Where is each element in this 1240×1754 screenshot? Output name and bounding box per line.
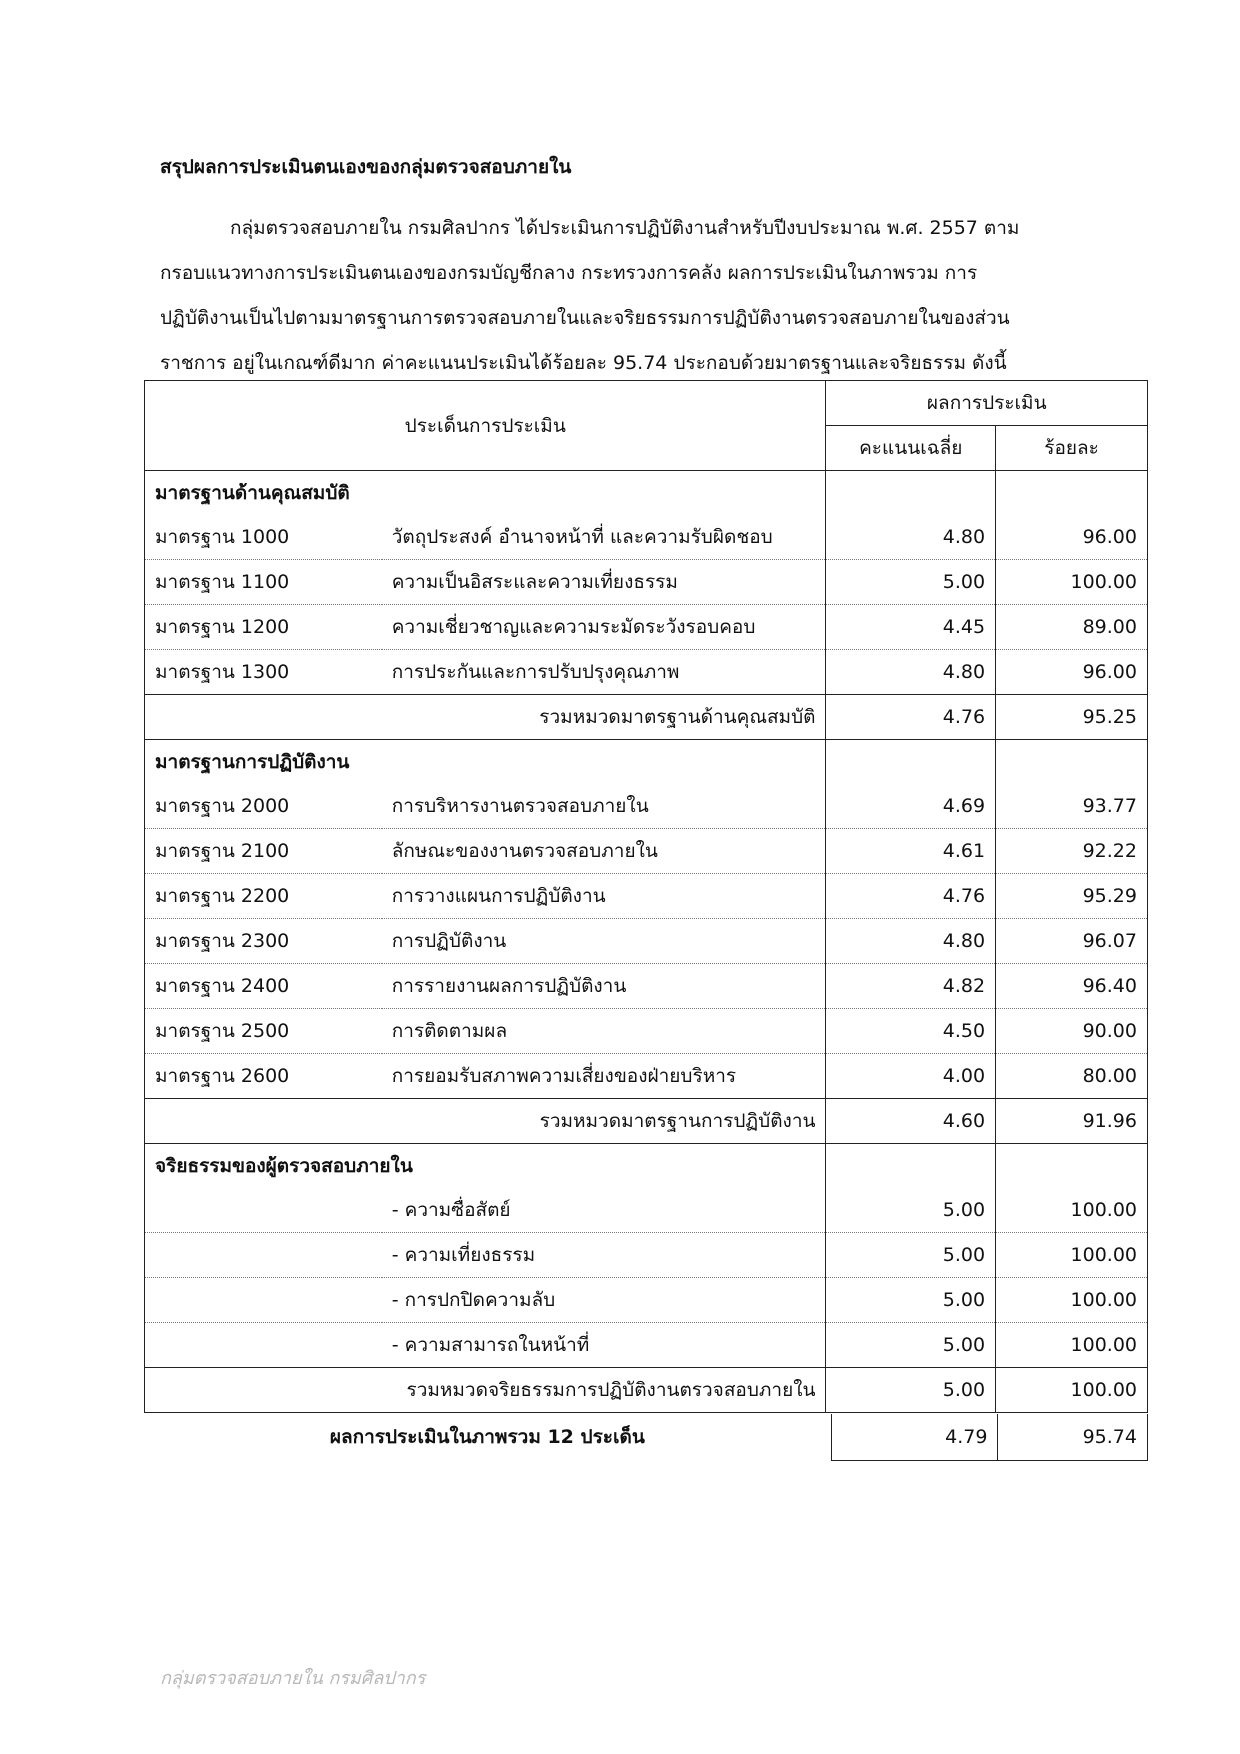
standard-code: มาตรฐาน 1300 bbox=[145, 650, 382, 695]
paragraph-line: กรอบแนวทางการประเมินตนเองของกรมบัญชีกลาง กระทรวงการคลัง ผลการประเมินในภาพรวม การ bbox=[160, 262, 978, 284]
percent-score: 96.40 bbox=[996, 964, 1148, 1009]
assessment-table bbox=[144, 380, 1148, 1413]
percent-score: 95.29 bbox=[996, 874, 1148, 919]
empty-cell bbox=[826, 471, 996, 516]
empty-cell bbox=[996, 1144, 1148, 1189]
standard-code: มาตรฐาน 2200 bbox=[145, 874, 382, 919]
ethics-item: - ความซื่อสัตย์ bbox=[382, 1188, 826, 1233]
total-row bbox=[145, 1368, 1148, 1413]
total-avg: 4.76 bbox=[826, 695, 996, 740]
standard-description: การยอมรับสภาพความเสี่ยงของฝ่ายบริหาร bbox=[382, 1054, 826, 1099]
ethics-item: - ความสามารถในหน้าที่ bbox=[382, 1323, 826, 1368]
section-row bbox=[145, 471, 1148, 516]
section-title: มาตรฐานการปฏิบัติงาน bbox=[155, 751, 350, 773]
empty-cell bbox=[826, 1144, 996, 1189]
percent-score: 100.00 bbox=[996, 1323, 1148, 1368]
avg-score: 4.82 bbox=[826, 964, 996, 1009]
table-row bbox=[145, 1278, 1148, 1323]
standard-description: การวางแผนการปฏิบัติงาน bbox=[382, 874, 826, 919]
table-row bbox=[145, 784, 1148, 829]
table-row bbox=[145, 829, 1148, 874]
empty-cell bbox=[145, 1233, 382, 1278]
standard-description: การบริหารงานตรวจสอบภายใน bbox=[382, 784, 826, 829]
percent-score: 96.07 bbox=[996, 919, 1148, 964]
standard-code: มาตรฐาน 2000 bbox=[145, 784, 382, 829]
empty-cell bbox=[145, 1323, 382, 1368]
total-label: รวมหมวดมาตรฐานการปฏิบัติงาน bbox=[145, 1099, 826, 1144]
percent-score: 96.00 bbox=[996, 515, 1148, 560]
header-item: ประเด็นการประเมิน bbox=[145, 381, 826, 471]
section-title: จริยธรรมของผู้ตรวจสอบภายใน bbox=[155, 1155, 413, 1177]
standard-description: ความเชี่ยวชาญและความระมัดระวังรอบคอบ bbox=[382, 605, 826, 650]
paragraph-line: กลุ่มตรวจสอบภายใน กรมศิลปากร ได้ประเมินการปฏิบัติงานสำหรับปีงบประมาณ พ.ศ. 2557 ตาม bbox=[230, 217, 1020, 239]
percent-score: 92.22 bbox=[996, 829, 1148, 874]
total-avg: 4.60 bbox=[826, 1099, 996, 1144]
table-row bbox=[145, 605, 1148, 650]
standard-code: มาตรฐาน 1200 bbox=[145, 605, 382, 650]
header-pct: ร้อยละ bbox=[996, 426, 1148, 471]
avg-score: 4.50 bbox=[826, 1009, 996, 1054]
footer-text: กลุ่มตรวจสอบภายใน กรมศิลปากร bbox=[160, 1668, 426, 1689]
overall-avg: 4.79 bbox=[831, 1414, 998, 1461]
avg-score: 4.80 bbox=[826, 650, 996, 695]
percent-score: 100.00 bbox=[996, 1188, 1148, 1233]
total-pct: 95.25 bbox=[996, 695, 1148, 740]
standard-code: มาตรฐาน 2300 bbox=[145, 919, 382, 964]
standard-description: ความเป็นอิสระและความเที่ยงธรรม bbox=[382, 560, 826, 605]
percent-score: 100.00 bbox=[996, 560, 1148, 605]
standard-code: มาตรฐาน 2100 bbox=[145, 829, 382, 874]
section-row bbox=[145, 1144, 1148, 1189]
avg-score: 4.80 bbox=[826, 515, 996, 560]
standard-code: มาตรฐาน 2600 bbox=[145, 1054, 382, 1099]
avg-score: 4.00 bbox=[826, 1054, 996, 1099]
total-label: รวมหมวดจริยธรรมการปฏิบัติงานตรวจสอบภายใน bbox=[145, 1368, 826, 1413]
overall-pct: 95.74 bbox=[998, 1414, 1148, 1461]
percent-score: 93.77 bbox=[996, 784, 1148, 829]
avg-score: 5.00 bbox=[826, 560, 996, 605]
percent-score: 100.00 bbox=[996, 1233, 1148, 1278]
table-row bbox=[145, 1233, 1148, 1278]
total-pct: 100.00 bbox=[996, 1368, 1148, 1413]
intro-paragraph bbox=[160, 206, 1120, 386]
table-row bbox=[145, 964, 1148, 1009]
standard-description: การรายงานผลการปฏิบัติงาน bbox=[382, 964, 826, 1009]
empty-cell bbox=[145, 1188, 382, 1233]
table-row bbox=[145, 515, 1148, 560]
standard-code: มาตรฐาน 1100 bbox=[145, 560, 382, 605]
empty-cell bbox=[996, 471, 1148, 516]
standard-description: วัตถุประสงค์ อำนาจหน้าที่ และความรับผิดชอบ bbox=[382, 515, 826, 560]
standard-description: การติดตามผล bbox=[382, 1009, 826, 1054]
paragraph-line: ปฏิบัติงานเป็นไปตามมาตรฐานการตรวจสอบภายในและจริยธรรมการปฏิบัติงานตรวจสอบภายในของส่วน bbox=[160, 307, 1010, 329]
percent-score: 80.00 bbox=[996, 1054, 1148, 1099]
percent-score: 89.00 bbox=[996, 605, 1148, 650]
standard-description: ลักษณะของงานตรวจสอบภายใน bbox=[382, 829, 826, 874]
avg-score: 5.00 bbox=[826, 1233, 996, 1278]
header-avg: คะแนนเฉลี่ย bbox=[826, 426, 996, 471]
percent-score: 96.00 bbox=[996, 650, 1148, 695]
avg-score: 5.00 bbox=[826, 1278, 996, 1323]
ethics-item: - การปกปิดความลับ bbox=[382, 1278, 826, 1323]
avg-score: 5.00 bbox=[826, 1323, 996, 1368]
section-row bbox=[145, 740, 1148, 785]
table-row bbox=[145, 650, 1148, 695]
paragraph-line: ราชการ อยู่ในเกณฑ์ดีมาก ค่าคะแนนประเมินได้ร้อยละ 95.74 ประกอบด้วยมาตรฐานและจริยธรรม ดังนี้ bbox=[160, 352, 1007, 374]
overall-label: ผลการประเมินในภาพรวม 12 ประเด็น bbox=[329, 1426, 645, 1449]
standard-code: มาตรฐาน 1000 bbox=[145, 515, 382, 560]
table-row bbox=[145, 560, 1148, 605]
avg-score: 4.69 bbox=[826, 784, 996, 829]
section-title: มาตรฐานด้านคุณสมบัติ bbox=[155, 482, 350, 504]
avg-score: 4.80 bbox=[826, 919, 996, 964]
avg-score: 4.76 bbox=[826, 874, 996, 919]
standard-code: มาตรฐาน 2400 bbox=[145, 964, 382, 1009]
header-result: ผลการประเมิน bbox=[826, 381, 1148, 426]
empty-cell bbox=[826, 740, 996, 785]
total-pct: 91.96 bbox=[996, 1099, 1148, 1144]
ethics-item: - ความเที่ยงธรรม bbox=[382, 1233, 826, 1278]
avg-score: 4.61 bbox=[826, 829, 996, 874]
avg-score: 4.45 bbox=[826, 605, 996, 650]
table-row bbox=[145, 874, 1148, 919]
total-row bbox=[145, 1099, 1148, 1144]
table-row bbox=[145, 919, 1148, 964]
total-row bbox=[145, 695, 1148, 740]
page-heading: สรุปผลการประเมินตนเองของกลุ่มตรวจสอบภายใน bbox=[160, 156, 572, 178]
empty-cell bbox=[996, 740, 1148, 785]
avg-score: 5.00 bbox=[826, 1188, 996, 1233]
table-row bbox=[145, 1323, 1148, 1368]
table-row bbox=[145, 1054, 1148, 1099]
total-avg: 5.00 bbox=[826, 1368, 996, 1413]
standard-code: มาตรฐาน 2500 bbox=[145, 1009, 382, 1054]
percent-score: 100.00 bbox=[996, 1278, 1148, 1323]
overall-result-table bbox=[144, 1414, 1148, 1461]
table-row bbox=[145, 1188, 1148, 1233]
total-label: รวมหมวดมาตรฐานด้านคุณสมบัติ bbox=[145, 695, 826, 740]
standard-description: การปฏิบัติงาน bbox=[382, 919, 826, 964]
table-row bbox=[145, 1009, 1148, 1054]
empty-cell bbox=[145, 1278, 382, 1323]
standard-description: การประกันและการปรับปรุงคุณภาพ bbox=[382, 650, 826, 695]
percent-score: 90.00 bbox=[996, 1009, 1148, 1054]
